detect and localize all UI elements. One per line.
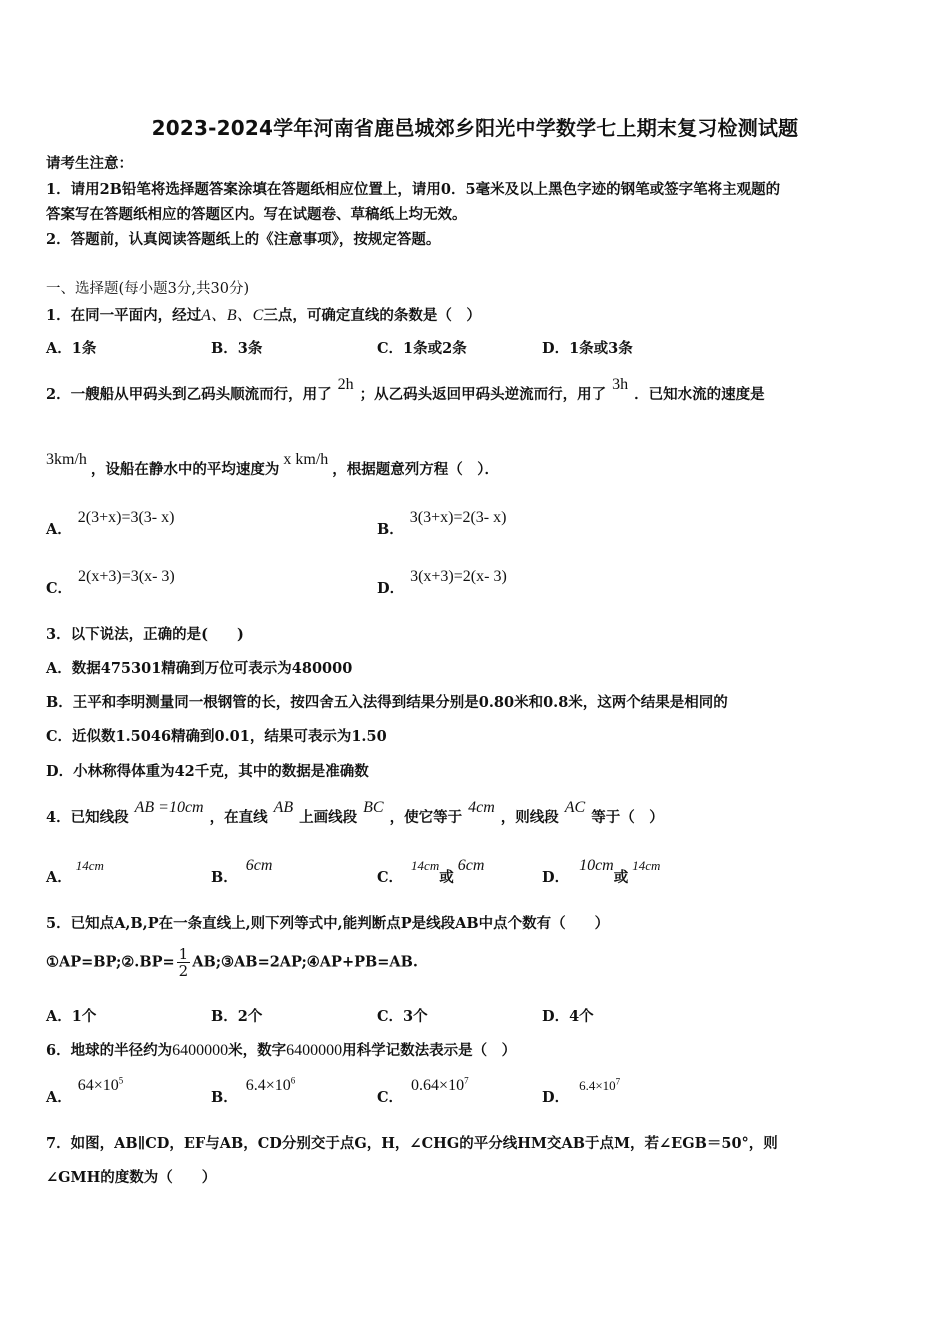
- q4-option-d-value-2: 14cm: [632, 858, 661, 873]
- q4-part4: ，使它等于: [389, 809, 463, 826]
- page-title: 2023-2024学年河南省鹿邑城郊乡阳光中学数学七上期末复习检测试题: [151, 116, 799, 140]
- q2-option-c[interactable]: [46, 568, 175, 598]
- q6-part2: 米，数字: [228, 1042, 287, 1059]
- q5-fraction-denominator: 2: [178, 962, 189, 980]
- q6-number-2: 6400000: [286, 1042, 343, 1059]
- notice-item-1-line-2: 答案写在答题纸相应的答题区内。写在试题卷、草稿纸上均无效。: [46, 206, 467, 223]
- q4-option-d[interactable]: [542, 857, 661, 887]
- q6-option-a-value: [78, 1077, 124, 1094]
- q4-part3: 上画线段: [299, 809, 358, 826]
- q4-option-c-label: C．: [377, 869, 404, 886]
- q1-option-a[interactable]: A．1条: [46, 340, 97, 357]
- q6-part1: 6．地球的半径约为: [46, 1042, 173, 1059]
- q2-part4: ，设船在静水中的平均速度为: [90, 461, 280, 478]
- q4-option-b-value: 6cm: [245, 857, 273, 874]
- q5-fraction-numerator: 1: [178, 945, 189, 963]
- q4-option-c-value-1: 14cm: [411, 858, 440, 873]
- q6-option-d-base: 6.4×10: [579, 1078, 616, 1093]
- q1-suffix: 三点，可确定直线的条数是（ ）: [263, 307, 481, 324]
- q2-option-a-label: A．: [46, 521, 72, 538]
- q4-segment-bc: BC: [363, 799, 384, 816]
- q6-option-c-label: C．: [377, 1089, 404, 1106]
- q4-ab-length: AB =10cm: [134, 799, 204, 816]
- q4-part6: 等于（ ）: [591, 809, 664, 826]
- q1-option-c[interactable]: C．1条或2条: [377, 340, 467, 357]
- q4-option-d-or: 或: [613, 869, 629, 886]
- q4-option-c-value-2: 6cm: [457, 857, 485, 874]
- q3-option-d[interactable]: D．小林称得体重为42千克，其中的数据是准确数: [46, 763, 369, 780]
- q2-part1: 2．一艘船从甲码头到乙码头顺流而行，用了: [46, 386, 332, 403]
- notice-item-1-line-1: 1．请用2B铅笔将选择题答案涂填在答题纸相应位置上，请用0．5毫米及以上黑色字迹的钢笔或签字笔将主观题的: [46, 181, 781, 198]
- q5-option-d[interactable]: D．4个: [542, 1008, 594, 1025]
- q4-line-ab: AB: [273, 799, 294, 816]
- q4-option-a-label: A．: [46, 869, 72, 886]
- q2-option-c-eq: 2(x+3)=3(x- 3): [78, 568, 175, 585]
- q4-part5: ，则线段: [500, 809, 559, 826]
- q2-option-b-label: B．: [377, 521, 404, 538]
- q2-part5: ，根据题意列方程（ ）．: [332, 461, 500, 478]
- q6-part3: 用科学记数法表示是（ ）: [342, 1042, 517, 1059]
- q4-option-d-value-1: 10cm: [579, 857, 614, 874]
- q1-option-d[interactable]: D．1条或3条: [542, 340, 633, 357]
- q4-option-a-value: 14cm: [75, 858, 104, 873]
- q4-segment-ac: AC: [564, 799, 586, 816]
- q1-option-b[interactable]: B．3条: [211, 340, 263, 357]
- q4-part2: ，在直线: [209, 809, 268, 826]
- question-2-line-1: [46, 376, 765, 404]
- q6-option-c-value: [411, 1077, 469, 1094]
- question-5: 5．已知点A,B,P在一条直线上,则下列等式中,能判断点P是线段AB中点个数有（ ）: [46, 915, 610, 932]
- q4-option-a[interactable]: [46, 858, 104, 887]
- question-2-line-2: [46, 451, 500, 479]
- q5-conditions: [46, 946, 418, 979]
- q4-part1: 4．已知线段: [46, 809, 129, 826]
- question-1: [46, 302, 481, 325]
- q6-option-b-exp: 6: [290, 1075, 296, 1086]
- q6-option-a-exp: 5: [118, 1075, 124, 1086]
- q4-option-c-or: 或: [439, 869, 454, 886]
- q6-option-b-label: B．: [211, 1089, 238, 1106]
- q6-option-d-exp: 7: [615, 1076, 621, 1087]
- q2-option-d-eq: 3(x+3)=2(x- 3): [410, 568, 507, 585]
- q5-option-b[interactable]: B．2个: [211, 1008, 263, 1025]
- q3-option-a[interactable]: A．数据475301精确到万位可表示为480000: [46, 660, 353, 677]
- q6-option-d-label: D．: [542, 1089, 570, 1106]
- q2-option-c-label: C．: [46, 580, 73, 597]
- q2-var: x km/h: [283, 451, 329, 468]
- q4-option-c[interactable]: [377, 857, 485, 887]
- q3-option-b[interactable]: B．王平和李明测量同一根钢管的长，按四舍五入法得到结果分别是0.80米和0.8米，这两个结果是相同的: [46, 694, 728, 711]
- q2-part2: ；从乙码头返回甲码头逆流而行，用了: [359, 386, 607, 403]
- question-3: 3．以下说法，正确的是( ): [46, 626, 244, 643]
- q2-speed: 3km/h: [46, 451, 87, 468]
- question-4: [46, 799, 664, 827]
- q6-option-b-base: 6.4×10: [245, 1077, 291, 1094]
- q1-prefix: 1．在同一平面内，经过: [46, 307, 202, 324]
- q2-option-a[interactable]: [46, 509, 175, 539]
- question-7-line-2: ∠GMH的度数为（ ）: [46, 1169, 217, 1186]
- q2-option-a-eq: 2(3+x)=3(3- x): [77, 509, 175, 526]
- q6-option-c-exp: 7: [464, 1075, 469, 1086]
- q5-fraction: [177, 946, 191, 979]
- q3-option-c[interactable]: C．近似数1.5046精确到0.01，结果可表示为1.50: [46, 728, 387, 745]
- q5-condition-1-2: ①AP=BP;②.BP=: [46, 953, 175, 971]
- q6-number-1: 6400000: [172, 1042, 229, 1059]
- q2-option-d-label: D．: [377, 580, 405, 597]
- q4-option-b[interactable]: [211, 857, 273, 887]
- q5-option-a[interactable]: A．1个: [46, 1008, 97, 1025]
- notice-heading: 请考生注意：: [46, 155, 133, 172]
- q2-option-d[interactable]: [377, 568, 507, 598]
- q2-option-b-eq: 3(3+x)=2(3- x): [409, 509, 507, 526]
- q1-points: A、B、C: [201, 307, 264, 324]
- q4-option-d-label: D．: [542, 869, 570, 886]
- q6-option-a-base: 64×10: [77, 1077, 119, 1094]
- q6-option-d-value: [579, 1078, 620, 1093]
- q5-condition-2-4: AB;③AB=2AP;④AP+PB=AB.: [192, 953, 418, 971]
- q2-time-1: 2h: [337, 376, 354, 393]
- q4-option-b-label: B．: [211, 869, 238, 886]
- q4-bc-length: 4cm: [468, 799, 495, 816]
- notice-item-2: 2．答题前，认真阅读答题纸上的《注意事项》，按规定答题。: [46, 231, 441, 248]
- q5-option-c[interactable]: C．3个: [377, 1008, 428, 1025]
- q2-part3: ．已知水流的速度是: [634, 386, 765, 403]
- q6-option-c-base: 0.64×10: [411, 1077, 465, 1094]
- q2-time-2: 3h: [612, 376, 629, 393]
- section-heading: 一、选择题(每小题3分,共30分): [46, 281, 250, 297]
- q6-option-b-value: [246, 1077, 296, 1094]
- question-7-line-1: 7．如图，AB∥CD，EF与AB，CD分别交于点G，H，∠CHG的平分线HM交AB于点M，若∠EGB＝50°，则: [46, 1135, 778, 1152]
- q2-option-b[interactable]: [377, 509, 507, 539]
- question-6: [46, 1039, 516, 1060]
- q6-option-a-label: A．: [46, 1089, 72, 1106]
